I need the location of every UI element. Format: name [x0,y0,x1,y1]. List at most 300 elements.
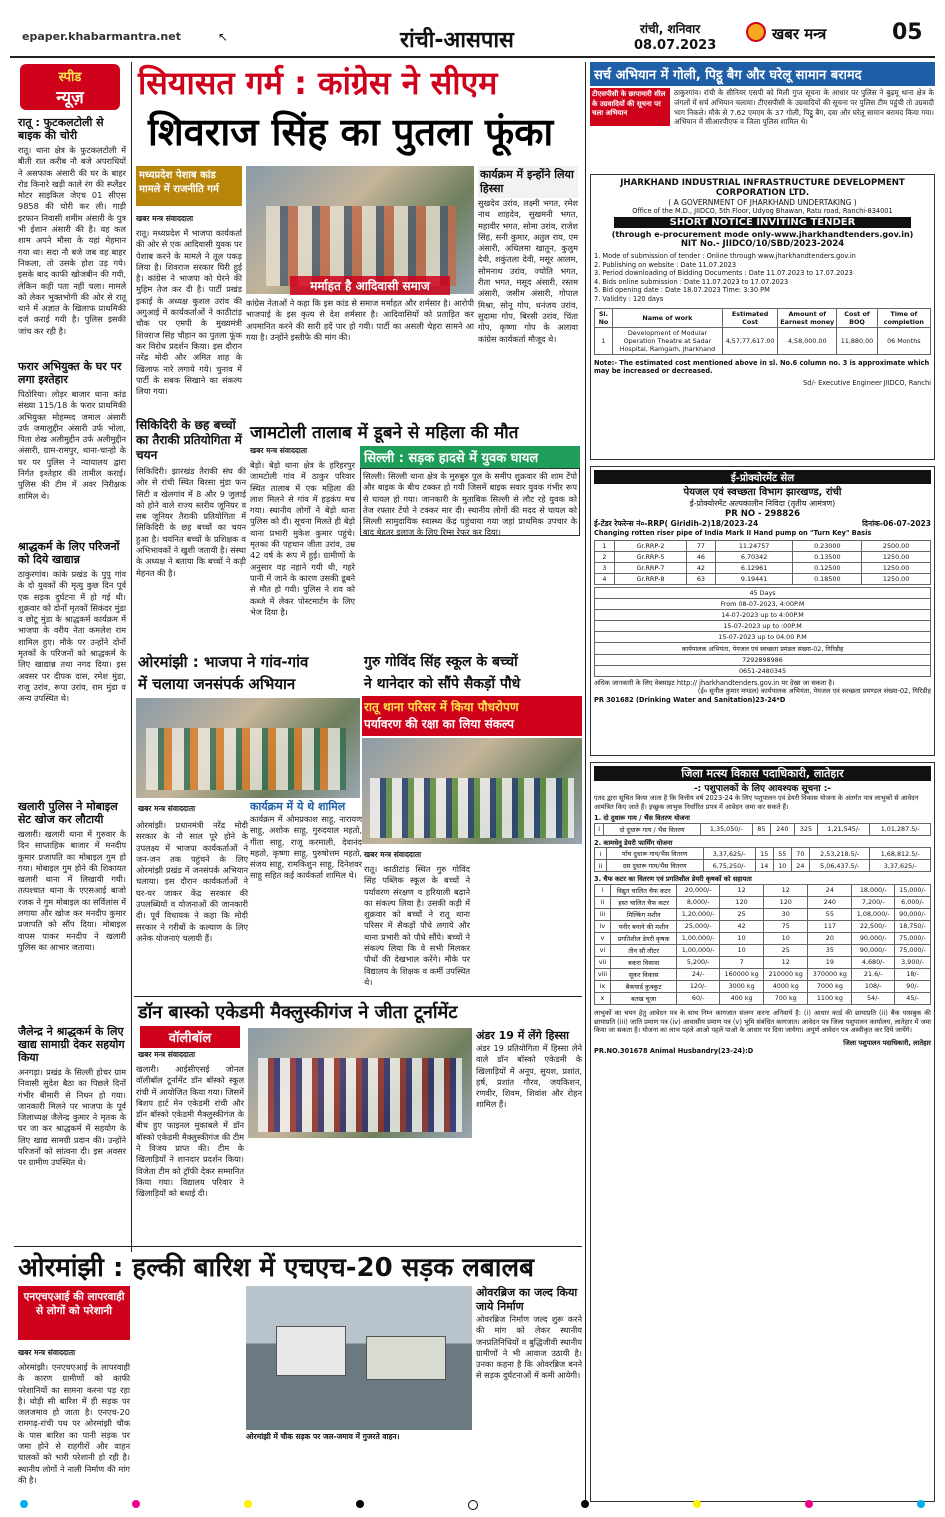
cell: ix [595,980,611,992]
cell: 24 [808,884,852,896]
masthead [0,0,945,58]
ormanjhi-bjp-body: ओरमांझी। प्रधानमंत्री नरेंद्र मोदी सरकार के नौ साल पूरे होने के उपलक्ष्य में भाजपा कार्यकर्ताओं ने जन-जन तक पहुंचने के लिए ओरमांझी प्रखंड में जनसंपर्क अभियान चलाया। इस दौरान कार्यकर्ताओं ने घर-घर जाकर केंद्र सरकार की उपलब्धियों व योजनाओं की जानकारी दी। पूर्व विधायक ने कहा कि मोदी सरकार ने गरीबों के कल्याण के लिए अनेक योजनाएं चलायी हैं। [136,820,248,943]
ormanjhi-bjp-photo [136,698,360,798]
ormanjhi-bjp-headline-2: में चलाया जनसंपर्क अभियान [138,675,296,693]
jiidco-th: Estimated Cost [722,308,777,327]
cell: 25 [720,908,764,920]
cell: x [595,992,611,1004]
silli-title: सिल्ली : सड़क हादसे में युवक घायल [360,446,580,468]
lead-photo-caption-body: कांग्रेस नेताओं ने कहा कि इस कांड से समाज मर्माहत और शर्मसार है। आरोपी भाजपाई के इस कृत्य से देश शर्मसार है। आदिवासियों को प्रताड़ित कर अपमानित करने की सारी हदें पार हो गयी। पार्टी का असली चेहरा सामने आ गया है। उन्होंने इस्तीफे की मांग की। [246,298,474,342]
table-row [595,551,931,562]
latehar-pr-footer: PR.NO.301678 Animal Husbandry(23-24):D [594,1047,754,1056]
cell: 75 [764,920,808,932]
ormanjhi-road-side-body: ओवरब्रिज निर्माण जल्द शुरू करने की मांग को लेकर स्थानीय जनप्रतिनिधियों व बुद्धिजीवी स्थानीय ग्रामीणों ने भी आवाज उठायी है। उनका कहना है कि ओवरब्रिज बनने से सड़क दुर्घटनाओं में कमी आयेगी। [476,1314,582,1381]
sarch-red-box: टीएसपीसी के छापामारी सील के उग्रवादियों की सूचना पर चला अभियान [590,88,670,126]
cell: 15 [755,848,773,860]
cell: 7292898986 [595,654,931,665]
column-divider [131,62,132,1252]
cell: 20,000/- [677,884,720,896]
jamtoli-body: बेड़ो। बेड़ो थाना क्षेत्र के हरिहरपुर जामटोली गांव में ठाकुर परिवार स्थित तालाब में एक महिला की लाश मिलने से गांव में हड़कंप मच गया। स्थानीय लोगों ने बेड़ो थाना पुलिस को दी। सूचना मिलते ही बेड़ो थाना प्रभारी मुकेश कुमार पहुंचे। मृतका की पहचान जीता उरांव, उम्र 42 वर्ष के रूप में हुई। ग्रामीणों के अनुसार वह नहाने गयी थी, गहरे पानी में जाने के कारण उसकी डूबने से मौत हो गयी। पुलिस ने शव को कब्जे में लेकर पोस्टमार्टम के लिए भेज दिया है। [250,460,355,617]
registration-dot [581,1500,589,1508]
cell: 35 [808,944,852,956]
cell: 25,000/- [677,920,720,932]
ormanjhi-road-divider [14,1246,582,1247]
cell: Gr.RRP-8 [614,573,686,584]
sikidiri-story [136,418,246,608]
speed-item-body: अनगड़ा। प्रखंड के सिल्ली होचर ग्राम निवासी सुदेश बैठा का पिछले दिनों गंभीर बीमारी से निधन हो गया। जानकारी मिलने पर भाजपा के पूर्व जिलाध्यक्ष जैलेन्द्र कुमार ने मृतक के घर जा कर श्राद्धकर्म में सहयोग के लिए खाद्य सामग्री प्रदान की। उन्होंने परिजनों को सांत्वना दी। इस अवसर पर ग्रामीण उपस्थित थे। [18,1067,126,1168]
speed-item-2 [18,360,126,539]
speed-item-body: खलारी। खलारी थाना में गुरुवार के दिन साप्ताहिक बाजार में मनदीप कुमार प्रजापति का मोबाइल गुम हो गया। मोबाइल गुम होने की शिकायत खलारी थाना में लिखायी गयी। तत्पश्चात थाना के एएसआई बाजो रजक ने गुम मोबाइल का सर्विलांस में लगाया और खोज कर मनदीप कुमार प्रजापति को सौंप दिया। मोबाइल वापस पाकर मनदीप ने खलारी पुलिस का आभार जताया। [18,829,126,952]
ormanjhi-road-red-box: एनएचएआई की लापरवाही से लोगों को परेशानी [18,1286,130,1340]
speed-item-body: रातू। थाना क्षेत्र के फुटकलटोली में बीती रात करीब नौ बजे अपराधियों ने असफाक अंसारी की घर के बाहर रोड किनारे खड़ी काले रंग की स्प्लेंडर मोटर साइकिल जेएच 01 सीएस 9858 की चोरी कर ली। गाड़ी इरफान निवासी शमीम अंसारी के पुत्र भी ईशान अंसारी की है। वह कल शाम अपने मौसा के यहां मेहमान गया था। सदा नौ बजे जब वह बाहर निकला, तो उसके होश उड़ गये। इसके बाद काफी खोजबीन की गयी, लेकिन कहीं पता नहीं चला। मामले को लेकर भुक्तभोगी की ओर से रातू थाने में अज्ञात के खिलाफ प्राथमिकी दर्ज कराई गयी है। पुलिस इसकी जांच कर रही है। [18,145,126,336]
table-row [595,992,931,1004]
speed-item-title: रातू : फुटकलटोली से बाइक की चोरी [18,116,104,142]
cell: 63 [687,573,716,584]
table-row [595,609,931,620]
cell: 1,68,812.5/- [870,848,931,860]
jiidco-th: Amount of Earnest money [778,308,837,327]
truck-shape [276,1326,346,1376]
table-row [595,920,931,932]
speed-news-badge-bottom: न्यूज़ [56,88,84,108]
lead-participants-title: कार्यक्रम में इन्होंने लिया हिस्सा [478,166,578,198]
speed-item-4 [18,800,126,1019]
table-row [595,908,931,920]
don-bosco-side-title: अंडर 19 में लेंगे हिस्सा [476,1029,570,1042]
jiidco-title: SHORT NOTICE INVITING TENDER [614,217,911,228]
cell: 55 [808,908,852,920]
silli-body: सिल्ली। सिल्ली थाना क्षेत्र के मुरुबुरु पुल के समीप शुक्रवार की शाम टेंपो और बाइक के बीच टक्कर हो गयी जिसमें बाइक सवार युवक गंभीर रूप से घायल हो गया। जानकारी के मुताबिक सिल्ली से लौट रहे युवक को तेज रफ्तार टेंपो ने टक्कर मार दी। स्थानीय लोगों की मदद से घायल को सिल्ली सामुदायिक स्वास्थ्य केंद्र पहुंचाया गया जहां प्राथमिक उपचार के बाद बेहतर इलाज के लिए रिम्स रेफर कर दिया। [360,468,580,536]
cell: 9.19441 [715,573,793,584]
cell: iii [595,908,611,920]
latehar-notice [590,762,935,1502]
ormanjhi-road-photo-caption: ओरमांझी में चौक सड़क पर जल-जमाव में गुजरते वाहन। [246,1432,400,1441]
table-row [595,884,931,896]
speed-news-badge [20,64,120,110]
cell: कार्यपालक अभियंता, पेयजल एवं स्वच्छता प्रमंडल संख्या-02, गिरिडीह [595,642,931,654]
cell: 20 [808,932,852,944]
ormanjhi-bjp-byline: खबर मन्त्र संवाददाता [138,804,196,813]
jiidco-td: 4,57,77,617.00 [722,327,777,354]
cell: 55 [773,848,791,860]
cell: 46 [687,551,716,562]
don-bosco-photo [248,1028,472,1138]
guru-gobind-headline-2: ने थानेदार को सौंपे सैकड़ों पौधे [364,676,521,692]
cell: 10 [764,932,808,944]
cell: 1,35,050/- [700,823,752,835]
cell: i [595,884,611,896]
cell: 0.23000 [793,540,862,551]
cell: 120/- [677,980,720,992]
speed-news-column [14,60,129,1250]
cell: 5,200/- [677,956,720,968]
jiidco-tender [590,174,935,460]
speed-item-title: जैलेन्द्र ने श्राद्धकर्म के लिए खाद्य सामाग्री देकर सहयोग किया [18,1025,125,1064]
peyjal-pr: PR NO - 298826 [724,509,800,519]
cell: 240 [808,896,852,908]
cell: 1,20,000/- [677,908,720,920]
peyjal-tender [590,466,935,756]
cell: विद्युत चालित चैफ कटर [610,884,676,896]
don-bosco-tag: वॉलीबॉल [140,1026,240,1048]
don-bosco-divider [134,996,582,997]
lead-photo-caption: मर्माहत है आदिवासी समाज [290,276,450,295]
ormanjhi-bjp-headline-1: ओरमांझी : भाजपा ने गांव-गांव [138,653,309,671]
table-row [595,665,931,676]
table-row [595,823,931,835]
cell: 18,000/- [852,884,895,896]
cell: 0651-2480345 [595,665,931,676]
ormanjhi-road-side [476,1286,582,1424]
jiidco-td: 06 Months [877,327,930,354]
cell: बैकयार्ड कुक्कुट [610,980,676,992]
cell: 700 kg [764,992,808,1004]
cell: 117 [808,920,852,932]
ormanjhi-road-side-title: ओवरब्रिज का जल्द किया जाये निर्माण [476,1286,578,1313]
cell: 24 [791,860,809,872]
cell: 3 [595,562,615,573]
cell: 1,00,000/- [677,932,720,944]
cell: 1,00,000/- [677,944,720,956]
cell: 240 [771,823,795,835]
cell: 1,01,287.5/- [870,823,931,835]
table-row [595,642,931,654]
cell: 12 [720,884,764,896]
cell: 5,06,437.5/- [809,860,870,872]
cell: दस दुधारू गाय/भैंस वितरण [606,860,703,872]
cell: 8,000/- [677,896,720,908]
jiidco-row: 7. Validity : 120 days [594,294,664,303]
cell: 4 [595,573,615,584]
cell: 45/- [895,992,931,1004]
cell: 11.24757 [715,540,793,551]
speed-item-3 [18,540,126,789]
cell: 6.12961 [715,562,793,573]
speed-item-title: श्राद्धकर्म के लिए परिजनों को दिये खाद्यान्न [18,540,120,566]
ormanjhi-bjp-box-body: कार्यक्रम में ओमप्रकाश साहू, नारायण साहू, अशोक साहू, गुरुदयाल महतो, गीता साहू, राजू करमाली, देवानंद महतो, कृष्णा साहू, पुरुषोत्तम महतो, संजय साहू, रामकिशुन साहू, दिनेशवर साहू सहित कई कार्यकर्ता शामिल थे। [250,814,362,881]
peyjal-title: ई-प्रोक्योरमेंट सेल [594,470,931,484]
don-bosco-side [476,1028,582,1163]
cell: 4,680/- [852,956,895,968]
cell: 90/- [895,980,931,992]
cell: 1,21,545/- [818,823,870,835]
cell: 60/- [677,992,720,1004]
jiidco-td: Development of Modular Operation Theatre at Sadar Hospital, Ramgarh, Jharkhand [612,327,722,354]
latehar-intro: एतद द्वारा सूचित किया जाता है कि वित्तीय वर्ष 2023-24 के लिए पशुपालन एवं डेयरी विकास योजना के अंतर्गत पात्र लाभुकों से आवेदन आमंत्रित किए जाते हैं। इच्छुक लाभुक निर्धारित प्रपत्र में आवेदन जमा कर सकते हैं। [594,794,919,811]
cell: vii [595,956,611,968]
cell: Gr.RRP-7 [614,562,686,573]
sikidiri-body: सिकिदिरी। झारखंड तैराकी संघ की ओर से रांची स्थित बिरसा मुंडा फन सिटी व खेलगांव में 8 और 9 जुलाई को होने वाले राज्य स्तरीय जूनियर व सब जूनियर तैराकी प्रतियोगिता में सिकिदिरी के छह बच्चों का चयन हुआ है। चयनित बच्चों के प्रशिक्षक व अभिभावकों ने खुशी जतायी है। संस्था के अध्यक्ष ने बताया कि बच्चों ने कड़ी मेहनत की है। [136,466,247,578]
cell: 77 [687,540,716,551]
cell: 70 [791,848,809,860]
cell: 19 [808,956,852,968]
registration-dot [356,1500,364,1508]
cell: From 08-07-2023, 4:00P.M [595,598,931,609]
cell: 2500.00 [862,540,931,551]
peyjal-tender-ref: ई-टेंडर रेफरेन्स नं०-RRP( Giridih-2)18/2023-24 [594,519,759,528]
cell: 0.13500 [793,551,862,562]
jiidco-row: 5. Bid opening date : Date 18.07.2023 Time: 3:30 PM [594,286,770,295]
cell: 1250.00 [862,562,931,573]
lead-participants-body: सुखदेव उरांव, लक्ष्मी भगत, रमेश नाथ शाहदेव, सुखमनी भगत, महावीर भगत, सोमा उरांव, राजेश सिंह, सनी कुमार, अतुल राय, एम अंसारी, अधिलमा खातून, कुलुम देवी, शकुंतला देवी, मसूर आलम, सोमनाथ उरांव, ज्योति भगत, रीता भगत, मसूद अंसारी, रस्तम अंसारी, जसीम अंसारी, गोपाल मिश्रा, सोनू गोप, धनंजय उरांव, सुदामा गोप, बिरसी उरांव, चिंता गोप, कृष्णा गोप के अलावा कांग्रेस कार्यकर्ता मौजूद थे। [478,198,578,344]
table-row [595,620,931,631]
cell: 7,200/- [852,896,895,908]
cell: 370000 kg [808,968,852,980]
cell: 7000 kg [808,980,852,992]
registration-dot [917,1500,925,1508]
don-bosco-headline: डॉन बास्को एकेडमी मैक्लुस्कीगंज ने जीता टूर्नामेंट [138,1002,458,1023]
table-row [595,968,931,980]
ormanjhi-bjp-body-cont [250,904,362,990]
page-number: 05 [892,20,923,45]
cell: 75,000/- [895,944,931,956]
table-row [595,573,931,584]
jiidco-row: 3. Period downloading of Bidding Documents : Date 11.07.2023 to 17.07.2023 [594,269,853,278]
table-row [595,540,931,551]
cell: पनीर बनाने की मशीन [610,920,676,932]
peyjal-website: अधिक जानकारी के लिए वेबसाइट http:// jharkhandtenders.gov.in पर देखा जा सकता है। [594,678,835,687]
crosshair-icon [468,1500,478,1510]
jiidco-mode: (through e-procurement mode only-www.jharkhandtenders.gov.in) [611,230,914,239]
cell: 10 [773,860,791,872]
cell: 18,750/- [895,920,931,932]
section-title: रांची-आसपास [400,28,514,53]
cell: 120 [720,896,764,908]
jamtoli-headline: जामटोली तालाब में डूबने से महिला की मौत [250,423,519,443]
jiidco-sign: Sd/- Executive Engineer JIIDCO, Ranchi [803,378,931,387]
footer-color-bar [20,1500,925,1510]
cell: 10 [720,944,764,956]
registration-dot [132,1500,140,1508]
jiidco-th: Cost of BOQ [837,308,878,327]
jamtoli-byline: खबर मन्त्र संवाददाता [250,446,308,455]
cell: 14-07-2023 up to 4:00P.M [595,609,931,620]
guru-gobind-headline-1: गुरु गोविंद सिंह स्कूल के बच्चों [364,654,518,670]
cell: 42 [687,562,716,573]
cell: 30 [764,908,808,920]
cell: बतख चूजा [610,992,676,1004]
jiidco-row: 2. Publishing on website : Date 11.07.2023 [594,260,737,269]
speed-item-5 [18,1025,126,1237]
cell: 3,900/- [895,956,931,968]
cursor-icon: ↖ [218,30,229,44]
cell: हस्त चालित चैफ कटर [610,896,676,908]
registration-dot [244,1500,252,1508]
cell: 22,500/- [852,920,895,932]
speed-item-body: पिठोरिया। लोड़र बाजार थाना कांड संख्या 115/18 के फरार प्राथमिकी अभियुक्त मोहम्मद जमाल अंसारी उर्फ जमालुद्दीन अंसारी उर्फ भोला, पिता शेख अलीमुद्दीन उर्फ अलीमुद्दीन अंसारी, ग्राम-रामपुर, थाना-चान्हो के घर पर पुलिस ने न्यायालय द्वारा निर्गत इश्तेहार की तामील कराई। पुलिस की टीम में अवर निरीक्षक शामिल थे। [18,389,126,501]
jiidco-note: Note:- The estimated cost mentioned above in sl. No.6 column no. 3 is approximate which may be increased or decreased. [594,358,930,376]
cell: सूकर विकास [610,968,676,980]
cell: 1,08,000/- [852,908,895,920]
jiidco-th: Time of completion [877,308,930,327]
table-row [595,654,931,665]
cell: 18/- [895,968,931,980]
latehar-title: जिला मत्स्य विकास पदाधिकारी, लातेहार [594,766,931,781]
jiidco-row: 4. Bids online submission : Date 11.07.2023 to 17.07.2023 [594,277,789,286]
don-bosco-body: खलारी। आईसीएसई जोनल वॉलीबॉल टूर्नामेंट डॉन बॉस्को स्कूल रांची में आयोजित किया गया। जिसमें बिशप हार्ट मेन एकेडमी रांची और डॉन बॉस्को एकेडमी मैक्लुस्कीगंज के बीच हुए फाइनल मुकाबले में डॉन बॉस्को एकेडमी मैक्लुस्कीगंज की टीम ने विजय प्राप्त की। टीम के खिलाड़ियों ने शानदार प्रदर्शन किया। विजेता टीम को ट्रॉफी देकर सम्मानित किया गया। विद्यालय परिवार ने खिलाड़ियों को बधाई दी। [136,1064,244,1199]
jiidco-td: 1 [595,327,613,354]
cell: 108/- [852,980,895,992]
latehar-section-title: 3. चैफ कटर का वितरण एवं प्रगतिशील डेयरी कृषकों को सहायता [594,875,752,884]
ormanjhi-road-body-cont [134,1286,244,1426]
cell: 75,000/- [895,932,931,944]
masthead-date: 08.07.2023 [634,38,717,53]
latehar-section-title: 2. कामधेनु डेयरी फार्मिंग योजना [594,838,673,847]
lead-photo [246,166,474,294]
cell: 6,75,250/- [703,860,755,872]
lead-photo-people [266,206,456,286]
latehar-section-title: 1. दो दुधारू गाय / भैंस वितरण योजना [594,814,690,823]
cell: मिल्किंग मशीन [610,908,676,920]
ormanjhi-bjp-box [250,800,362,904]
registration-dot [693,1500,701,1508]
table-row [595,562,931,573]
don-bosco-byline: खबर मन्त्र संवाददाता [138,1050,196,1059]
truck-shape [366,1336,446,1380]
table-row [595,980,931,992]
epaper-url[interactable]: epaper.khabarmantra.net [22,30,181,43]
cell: 90,000/- [895,908,931,920]
latehar-sign: जिला पशुपालन पदाधिकारी, लातेहार [843,1038,931,1047]
guru-gobind-caption-box [362,696,582,736]
cell: 1100 kg [808,992,852,1004]
jiidco-sub: ( A GOVERNMENT OF JHARKHAND UNDERTAKING ) [668,198,857,207]
peyjal-work: Changing rotten riser pipe of India Mark II Hand pump on "Turn Key" Basis [594,529,872,537]
table-row [595,944,931,956]
cell: 15-07-2023 up to 04.00 P.M [595,631,931,642]
peyjal-ref-row [594,519,931,529]
cell: v [595,932,611,944]
don-bosco-body-cont [248,1142,472,1240]
registration-dot [805,1500,813,1508]
peyjal-table [594,540,931,585]
latehar-table-2 [594,847,931,872]
cell: 25 [764,944,808,956]
table-row [595,896,931,908]
cell: 24/- [677,968,720,980]
ormanjhi-road-headline: ओरमांझी : हल्की बारिश में एचएच-20 सड़क लबालब [18,1253,534,1283]
lead-body: रातू। मध्यप्रदेश में भाजपा कार्यकर्ता की ओर से एक आदिवासी युवक पर पेशाब करने के मामले ने तूल पकड़ लिया है। शिवराज सरकार घिरी हुई है। कांग्रेस ने भाजपा को घेरने की मुहिम तेज कर दी है। पार्टी प्रखंड इकाई के अध्यक्ष कुशल उरांव की अगुआई में कार्यकर्ताओं ने काठीटांड़ चौक पर एमपी के मुख्यमंत्री शिवराज सिंह चौहान का पुतला फूंक कर विरोध प्रदर्शन किया। इस दौरान नरेंद्र मोदी और अमित शाह के खिलाफ नारे लगाये गये। चुनाव में पार्टी के सबक सिखाने का संकल्प लिया गया। [136,228,242,397]
cell: 1250.00 [862,573,931,584]
table-row [595,932,931,944]
cell: 10 [720,932,764,944]
cell: तीन सौ लीटर [610,944,676,956]
lead-headline-2: शिवराज सिंह का पुतला फूंका [148,110,554,154]
lead-byline: खबर मन्त्र संवाददाता [136,214,194,223]
table-row [595,848,931,860]
jamtoli-body-cont [360,540,580,610]
sikidiri-title: सिकिदिरी के छह बच्चों का तैराकी प्रतियोगिता में चयन [136,418,242,462]
lead-body-cont [246,356,474,412]
cell: 0.18500 [793,573,862,584]
jiidco-row: 1. Mode of submission of tender : Online through www.jharkhandtenders.gov.in [594,252,856,260]
guru-gobind-body-cont [474,850,582,990]
cell: 12 [764,884,808,896]
guru-gobind-caption-2: पर्यावरण की रक्षा का लिया संकल्प [364,717,514,731]
table-row [595,598,931,609]
cell: 3000 kg [720,980,764,992]
cell: 21.6/- [852,968,895,980]
guru-gobind-body: रातू। काठीटांड़ स्थित गुरु गोविंद सिंह पब्लिक स्कूल के बच्चों ने पर्यावरण संरक्षण व हरियाली बढ़ाने का संकल्प लिया है। उसकी कड़ी में शुक्रवार को बच्चों ने रातू थाना परिसर में सैकड़ों पौधे लगाये और थाना प्रभारी को पौधे सौंपे। बच्चों ने संकल्प लिया कि वे सभी मिलकर पौधों की देखभाल करेंगे। मौके पर विद्यालय के शिक्षक व कर्मी उपस्थित थे। [364,864,470,987]
peyjal-date: दिनांक-06-07-2023 [862,519,931,528]
cell: Gr.RRP-2 [614,540,686,551]
jiidco-th: Name of work [612,308,722,327]
guru-gobind-photo [362,738,582,844]
masthead-divider [10,56,935,58]
sarch-headline: सर्च अभियान में गोली, पिट्ठू बैग और घरेलू सामान बरामद [590,62,935,86]
masthead-city-day: रांची, शनिवार [640,22,701,36]
cell: 2 [595,551,615,562]
cell: पाँच दुधारू गाय/भैंस वितरण [606,848,703,860]
peyjal-dept: पेयजल एवं स्वच्छता विभाग झारखण्ड, रांची [683,487,842,498]
jiidco-td: 11,880.00 [837,327,878,354]
cell: viii [595,968,611,980]
jiidco-office: Office of the M.D., JIIDCO, 5th Floor, Udyog Bhawan, Ratu road, Ranchi-834001 [632,207,893,215]
cell: 90,000/- [852,944,895,956]
jiidco-td: 4,58,000.00 [778,327,837,354]
cell: ii [595,860,607,872]
cell: 4000 kg [764,980,808,992]
ormanjhi-road-body: ओरमांझी। एनएचएआई के लापरवाही के कारण ग्रामीणों को काफी परेशानियों का सामना करना पड़ रहा है। थोड़ी सी बारिश में ही सड़क पर जलजमाव हो जाता है। एनएच-20 रामगढ़-रांची पथ पर ओरमांझी चौक के पास बारिश का पानी सड़क पर जमा होने से राहगीरों और वाहन चालकों को भारी परेशानी हो रही है। स्थानीय लोगों ने नाली निर्माण की मांग की है। [18,1362,130,1485]
cell: 120 [764,896,808,908]
cell: 3,37,625/- [703,848,755,860]
guru-gobind-caption-1: रातू थाना परिसर में किया पौधरोपण [364,700,519,714]
brand-name: खबर मन्त्र [772,25,827,43]
cell: ii [595,896,611,908]
speed-news-badge-top: स्पीड [58,70,82,85]
latehar-conditions: लाभुकों का चयन हेतु आवेदन पत्र के साथ निम्न कागजात संलग्न करना अनिवार्य है: (i) आधार कार्ड की छायाप्रति (ii) बैंक पासबुक की छायाप्रति (iii) जाति प्रमाण पत्र (iv) आवासीय प्रमाण पत्र (v) भूमि संबंधित कागजात। आवेदन पत्र जिला पशुपालन कार्यालय, लातेहार में जमा किया जा सकता है। योजना का लाभ पहले आओ पहले पाओ के आधार पर दिया जायेगा। अपूर्ण आवेदन पत्र अस्वीकृत कर दिये जायेंगे। [594,1008,931,1035]
latehar-table-3 [594,884,931,1005]
cell: दो दुधारू गाय / भैंस वितरण [604,823,700,835]
cell: 160000 kg [720,968,764,980]
lead-kicker: मध्यप्रदेश पेशाब कांड मामले में राजनीति गर्म [136,166,242,206]
cell: 14 [755,860,773,872]
peyjal-schedule [594,587,931,677]
cell: 1250.00 [862,551,931,562]
cell: 6.70342 [715,551,793,562]
table-row [595,631,931,642]
cell: 400 kg [720,992,764,1004]
guru-gobind-byline: खबर मन्त्र संवाददाता [364,850,422,859]
cell: बकरा विकास [610,956,676,968]
cell: 325 [794,823,818,835]
cell: 0.12500 [793,562,862,573]
ormanjhi-road-body-cont-2 [246,1446,472,1488]
don-bosco-side-body: अंडर 19 प्रतियोगिता में हिस्सा लेने वाले डॉन बॉस्को एकेडमी के खिलाड़ियों में अनूप, सुयश, प्रशांत, हर्ष, प्रशांत गौरव, जयकिशन, रणवीर, शिवम, शिवांश और रोहन शामिल हैं। [476,1043,582,1110]
cell: 7 [720,956,764,968]
latehar-table-1 [594,823,931,836]
ormanjhi-bjp-box-title: कार्यक्रम में ये थे शामिल [250,800,346,813]
table-row [595,860,931,872]
speed-item-title: फरार अभियुक्त के घर पर लगा इश्तेहार [18,360,122,386]
right-column-divider [585,62,586,1502]
jiidco-nit: NIT No.- JIIDCO/10/SBD/2023-2024 [680,239,845,249]
cell: 90,000/- [852,932,895,944]
speed-item-1 [18,116,126,361]
registration-dot [20,1500,28,1508]
cell: 6,000/- [895,896,931,908]
cell: 210000 kg [764,968,808,980]
ormanjhi-road-photo [246,1286,472,1430]
ormanjhi-road-byline: खबर मन्त्र संवाददाता [18,1348,76,1357]
speed-item-title: खलारी पुलिस ने मोबाइल सेट खोज कर लौटायी [18,800,118,826]
sarch-body: ठाकुरगांव। रांची के सीनियर एसपी को मिली गुप्त सूचना के आधार पर पुलिस ने बुढ़मू थाना क्षेत्र के जंगलों में सर्च अभियान चलाया। टीएसपीसी के उग्रवादियों की सूचना पर पुलिस टीम पहुंची तो उग्रवादी भाग निकले। मौके से 7.62 एमएम के 37 गोली, पिट्ठू बैग, दवा और घरेलू सामान बरामद किया गया। अभियान में सीआरपीएफ व जिला पुलिस शामिल थे। [674,88,934,127]
peyjal-pr-footer: PR 301682 (Drinking Water and Sanitation)23-24*D [594,695,786,704]
cell: Gr.RRP-5 [614,551,686,562]
cell: vi [595,944,611,956]
cell: 54/- [852,992,895,1004]
ormanjhi-road-side-cont [476,1420,582,1488]
